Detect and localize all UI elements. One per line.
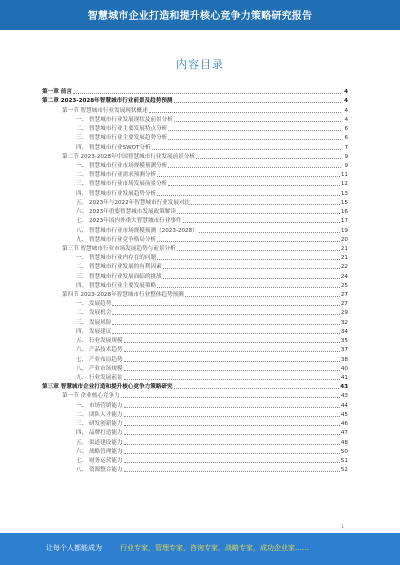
toc-entry-page: 11	[340, 172, 348, 179]
toc-leader-dots	[191, 203, 340, 205]
toc-entry[interactable]	[42, 390, 348, 399]
toc-entry[interactable]	[42, 104, 348, 113]
toc-entry-page: 12	[340, 181, 348, 188]
toc-entry[interactable]	[42, 215, 348, 224]
toc-entry[interactable]	[42, 141, 348, 150]
toc-entry-page: 46	[340, 421, 348, 428]
toc-entry-text: 四、 智慧城市行业SWOT分析	[76, 144, 151, 151]
toc-entry[interactable]	[42, 363, 348, 372]
toc-entry-page: 41	[340, 375, 348, 381]
toc-entry-text: 第二节 2023-2028年中国智慧城市行业发展前景分析	[62, 153, 195, 160]
toc-entry-text: 三、 研发创新能力	[76, 421, 123, 428]
toc-entry-page: 24	[340, 273, 348, 280]
toc-entry-text: 第三章 智慧城市企业打造和提升核心竞争力策略研究	[42, 384, 173, 391]
toc-entry-page: 25	[340, 282, 348, 289]
toc-entry-text: 八、 智慧城市行业市场规模预测（2023-2028）	[76, 227, 198, 234]
toc-entry-text: 八、 产业市场规模	[76, 365, 123, 372]
toc-entry[interactable]	[42, 261, 348, 270]
toc-entry-text: 一、 智慧城市行业内存在的问题	[76, 255, 157, 262]
toc-entry[interactable]	[42, 169, 348, 178]
toc-entry-text: 一、 智慧城市行业市场规模预测分析	[76, 162, 168, 169]
toc-entry-text: 一、 市场营销能力	[76, 402, 123, 409]
toc-entry[interactable]	[42, 178, 348, 187]
toc-leader-dots	[124, 378, 340, 380]
toc-entry-page: 4	[344, 107, 348, 114]
toc-entry-text: 四、 智慧城市行业主要发展策略	[76, 282, 157, 289]
toc-entry-page: 9	[344, 162, 348, 169]
toc-entry[interactable]	[42, 427, 348, 436]
toc-entry-text: 三、 智慧城市行业主要发展趋势分析	[76, 135, 168, 142]
toc-entry-text: 五、 2023年与2022年智慧城市行业发展对比	[76, 199, 191, 206]
header-bar	[0, 0, 400, 30]
table-of-contents	[42, 86, 348, 473]
toc-leader-dots	[124, 341, 340, 343]
toc-entry-text: 九、 智慧城市行业竞争格局分析	[76, 236, 157, 243]
toc-entry[interactable]	[42, 243, 348, 252]
toc-leader-dots	[174, 101, 341, 103]
toc-leader-dots	[124, 443, 340, 445]
toc-leader-dots	[168, 184, 340, 186]
toc-leader-dots	[124, 360, 340, 362]
toc-entry-page: 27	[340, 301, 348, 308]
toc-entry-text: 第一节 企业核心竞争力	[62, 393, 120, 400]
toc-leader-dots	[168, 129, 341, 131]
toc-entry[interactable]	[42, 160, 348, 169]
toc-leader-dots	[177, 249, 340, 251]
toc-leader-dots	[124, 470, 340, 472]
toc-leader-dots	[124, 415, 340, 417]
toc-entry[interactable]	[42, 270, 348, 279]
toc-entry[interactable]	[42, 335, 348, 344]
toc-leader-dots	[174, 120, 341, 122]
toc-leader-dots	[152, 148, 341, 150]
toc-entry-text: 一、 智慧城市行业发展现状及前景分析	[76, 116, 173, 123]
toc-entry-text: 七、 财务运营能力	[76, 457, 123, 464]
toc-entry[interactable]	[42, 372, 348, 381]
toc-title: 内容目录	[176, 58, 224, 71]
toc-leader-dots	[199, 231, 340, 233]
toc-leader-dots	[174, 387, 340, 389]
toc-entry-page: 6	[344, 135, 348, 142]
toc-entry-page: 9	[344, 153, 348, 160]
toc-entry-page: 35	[340, 338, 348, 345]
toc-entry-text: 四、 智慧城市行业发展趋势分析	[76, 190, 157, 197]
toc-leader-dots	[112, 323, 340, 325]
toc-entry-text: 六、 产品技术趋势	[76, 347, 123, 354]
toc-entry[interactable]	[42, 307, 348, 316]
toc-leader-dots	[121, 396, 340, 398]
toc-entry-text: 八、 资源整合能力	[76, 467, 123, 474]
toc-entry[interactable]	[42, 123, 348, 132]
toc-entry-text: 第一章 前言	[42, 89, 72, 96]
toc-leader-dots	[124, 369, 340, 371]
toc-entry-page: 6	[344, 126, 348, 133]
toc-entry[interactable]	[42, 455, 348, 464]
toc-entry-page: 50	[340, 448, 348, 455]
toc-entry-text: 七、 2023年国内外重大智慧城市行业事件	[76, 218, 182, 225]
toc-entry[interactable]	[42, 187, 348, 196]
toc-leader-dots	[163, 267, 340, 269]
toc-leader-dots	[168, 138, 341, 140]
toc-entry-text: 第三节 智慧城市行业市场发展趋势与前景分析	[62, 245, 176, 252]
toc-entry[interactable]	[42, 206, 348, 215]
toc-entry[interactable]	[42, 114, 348, 123]
toc-entry-page: 29	[340, 310, 348, 317]
toc-entry-text: 四、 品牌打造能力	[76, 430, 123, 437]
toc-leader-dots	[124, 350, 340, 352]
toc-leader-dots	[157, 194, 340, 196]
toc-leader-dots	[157, 258, 340, 260]
toc-leader-dots	[157, 286, 340, 288]
toc-entry[interactable]	[42, 381, 348, 390]
toc-leader-dots	[183, 221, 340, 223]
toc-entry[interactable]	[42, 418, 348, 427]
toc-leader-dots	[73, 92, 341, 94]
toc-entry-page: 44	[340, 402, 348, 409]
toc-entry-page: 22	[340, 264, 348, 271]
toc-leader-dots	[124, 406, 340, 408]
toc-entry-text: 三、 智慧城市行业发展面临的挑战	[76, 273, 162, 280]
toc-entry[interactable]	[42, 399, 348, 408]
toc-leader-dots	[112, 313, 340, 315]
toc-entry[interactable]	[42, 344, 348, 353]
toc-entry[interactable]	[42, 353, 348, 362]
toc-leader-dots	[112, 332, 340, 334]
toc-entry[interactable]	[42, 280, 348, 289]
toc-leader-dots	[157, 240, 340, 242]
toc-leader-dots	[168, 166, 341, 168]
toc-entry[interactable]	[42, 86, 348, 95]
toc-leader-dots	[124, 424, 340, 426]
toc-entry-page: 52	[340, 467, 348, 474]
toc-entry-text: 六、 战略管理能力	[76, 448, 123, 455]
toc-leader-dots	[157, 175, 340, 177]
toc-entry-text: 二、 智慧城市行业发展的有利因素	[76, 264, 162, 271]
toc-entry[interactable]	[42, 464, 348, 473]
header-title: 智慧城市企业打造和提升核心竞争力策略研究报告	[87, 11, 313, 22]
toc-entry[interactable]	[42, 224, 348, 233]
toc-entry[interactable]	[42, 326, 348, 335]
toc-entry-text: 第四节 2023-2028年智慧城市行业整体趋势预测	[62, 292, 184, 299]
toc-entry-text: 二、 智慧城市行业需求预测分析	[76, 172, 157, 179]
toc-entry-text: 六、 2023年重要智慧城市发展政策解读	[76, 209, 176, 216]
toc-entry-text: 三、 智慧城市行业市场发展前景分析	[76, 181, 168, 188]
toc-entry-page: 17	[340, 218, 348, 225]
toc-leader-dots	[112, 304, 340, 306]
toc-leader-dots	[124, 461, 340, 463]
toc-entry-page: 43	[340, 393, 348, 400]
toc-entry-page: 7	[344, 144, 348, 151]
toc-entry-page: 27	[340, 292, 348, 299]
toc-entry-page: 34	[340, 328, 348, 335]
footer-roles: 行业专家，管理专家，咨询专家，战略专家，成功企业家……	[120, 544, 309, 552]
toc-entry-page: 47	[340, 430, 348, 437]
toc-entry-page: 21	[340, 255, 348, 262]
toc-entry-page: 4	[344, 98, 348, 105]
toc-entry[interactable]	[42, 197, 348, 206]
toc-entry-page: 4	[344, 89, 348, 96]
toc-entry-text: 九、 行业发展前景	[76, 375, 123, 381]
toc-entry-text: 五、 渠道建设能力	[76, 439, 123, 446]
toc-entry-page: 32	[340, 319, 348, 326]
toc-entry[interactable]	[42, 132, 348, 141]
toc-entry-text: 二、 智慧城市行业主要发展特点分析	[76, 126, 168, 133]
toc-entry-text: 第二章 2023-2028年智慧城市行业前景及趋势预测	[42, 98, 173, 105]
toc-leader-dots	[177, 212, 340, 214]
toc-entry-text: 五、 行业发展规模	[76, 338, 123, 345]
toc-entry-page: 15	[340, 199, 348, 206]
toc-entry[interactable]	[42, 316, 348, 325]
toc-entry-page: 45	[340, 411, 348, 418]
toc-leader-dots	[196, 157, 341, 159]
toc-leader-dots	[124, 433, 340, 435]
toc-entry[interactable]	[42, 446, 348, 455]
footer-bar	[0, 533, 400, 565]
toc-entry[interactable]	[42, 409, 348, 418]
toc-leader-dots	[163, 277, 340, 279]
toc-entry-page: 40	[340, 365, 348, 372]
toc-leader-dots	[149, 111, 341, 113]
toc-entry-text: 第一节 智慧城市行业发展现状概述	[62, 107, 148, 114]
toc-entry-page: 48	[340, 439, 348, 446]
toc-entry[interactable]	[42, 151, 348, 160]
toc-entry[interactable]	[42, 252, 348, 261]
toc-entry[interactable]	[42, 436, 348, 445]
toc-entry-page: 13	[340, 190, 348, 197]
toc-entry-text: 七、 产业布局趋势	[76, 356, 123, 363]
toc-entry-page: 19	[340, 227, 348, 234]
toc-entry-text: 二、 发展机会	[76, 310, 112, 317]
toc-entry-text: 二、 团队人才能力	[76, 411, 123, 418]
toc-entry[interactable]	[42, 289, 348, 298]
toc-entry-text: 一、 发展趋势	[76, 301, 112, 308]
toc-leader-dots	[124, 452, 340, 454]
toc-entry-page: 43	[340, 384, 348, 391]
toc-entry[interactable]	[42, 298, 348, 307]
toc-leader-dots	[185, 295, 340, 297]
toc-entry-page: 37	[340, 347, 348, 354]
toc-entry-text: 三、 发展风险	[76, 319, 112, 326]
toc-entry-page: 4	[344, 116, 348, 123]
toc-entry-page: 20	[340, 236, 348, 243]
toc-entry[interactable]	[42, 234, 348, 243]
toc-entry-text: 四、 发展建议	[76, 328, 112, 335]
toc-entry-page: 38	[340, 356, 348, 363]
toc-entry-page: 51	[340, 457, 348, 464]
toc-entry-page: 21	[340, 245, 348, 252]
toc-entry-page: 16	[340, 209, 348, 216]
toc-entry[interactable]	[42, 95, 348, 104]
footer-slogan: 让每个人都能成为	[46, 544, 102, 552]
page-number: 1	[341, 524, 344, 529]
